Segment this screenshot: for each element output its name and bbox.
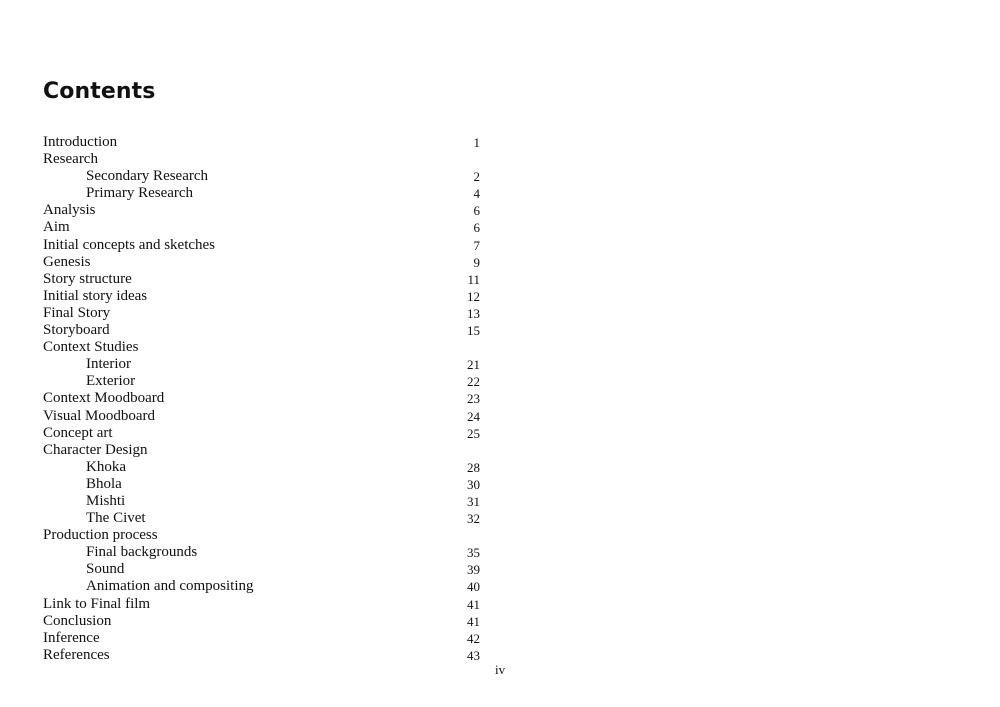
toc-entry-page: 4	[473, 186, 480, 202]
toc-entry-label: Context Moodboard	[43, 390, 165, 407]
toc-entry-label: Link to Final film	[43, 595, 151, 612]
toc-entry-page: 2	[473, 169, 480, 185]
toc-entry-label: Sound	[86, 561, 125, 578]
toc-entry-label: Exterior	[86, 373, 136, 390]
toc-entry-label: Khoka	[86, 458, 126, 475]
toc-entry-label: Final Story	[43, 304, 111, 321]
toc-entry-page: 39	[467, 562, 480, 578]
toc-entry	[43, 613, 480, 630]
toc-entry-label: Final backgrounds	[86, 544, 198, 561]
toc-entry	[43, 219, 480, 236]
toc-entry-page: 9	[473, 254, 480, 270]
toc-entry-page: 13	[467, 305, 480, 321]
toc-entry-label: Introduction	[43, 134, 118, 150]
toc-entry-label: Concept art	[43, 424, 113, 441]
toc-entry-label: Story structure	[43, 270, 132, 287]
toc-entry	[43, 322, 480, 339]
toc-entry-label: Aim	[43, 219, 70, 236]
toc-entry-page: 12	[467, 288, 480, 304]
toc-subentry	[43, 356, 480, 373]
toc-subentry	[43, 459, 480, 476]
toc-entry-label: Visual Moodboard	[43, 407, 156, 424]
toc-entry	[43, 151, 480, 168]
toc-subentry	[43, 544, 480, 561]
toc-entry-page: 23	[467, 391, 480, 407]
toc-entry-page: 30	[467, 476, 480, 492]
toc-subentry	[43, 510, 480, 527]
toc-entry-label: Inference	[43, 629, 100, 646]
toc-entry-page: 6	[473, 203, 480, 219]
page-title: Contents	[43, 79, 156, 104]
toc-entry	[43, 442, 480, 459]
toc-entry	[43, 408, 480, 425]
toc-subentry	[43, 168, 480, 185]
toc-entry-page: 25	[467, 425, 480, 441]
toc-entry-page: 41	[467, 596, 480, 612]
toc-entry	[43, 425, 480, 442]
toc-entry-label: Mishti	[86, 492, 126, 509]
toc-entry-page: 21	[467, 357, 480, 373]
toc-entry-page: 6	[473, 220, 480, 236]
toc-entry-label: Initial story ideas	[43, 287, 148, 304]
toc-subentry	[43, 185, 480, 202]
toc-entry-page: 35	[467, 545, 480, 561]
toc-subentry	[43, 493, 480, 510]
toc-entry-label: Initial concepts and sketches	[43, 236, 216, 253]
toc-entry	[43, 134, 480, 151]
toc-entry-page: 42	[467, 630, 480, 646]
toc-entry	[43, 202, 480, 219]
toc-entry-page: 11	[467, 271, 480, 287]
toc-entry-label: Character Design	[43, 441, 148, 458]
toc-subentry	[43, 373, 480, 390]
toc-entry	[43, 254, 480, 271]
toc-entry-page: 7	[473, 237, 480, 253]
toc-entry	[43, 339, 480, 356]
toc-entry-label: Research	[43, 151, 98, 168]
toc-subentry	[43, 578, 480, 595]
toc-entry	[43, 237, 480, 254]
toc-entry-label: The Civet	[86, 510, 146, 527]
toc-entry-page: 1	[473, 135, 480, 150]
toc-entry-label: Analysis	[43, 202, 96, 219]
toc-entry-page: 32	[467, 511, 480, 527]
toc-entry-label: Animation and compositing	[86, 578, 254, 595]
toc-entry	[43, 271, 480, 288]
toc-entry	[43, 527, 480, 544]
toc-entry-label: Context Studies	[43, 339, 139, 356]
toc-entry	[43, 305, 480, 322]
toc-entry	[43, 390, 480, 407]
toc-entry-page: 28	[467, 459, 480, 475]
toc-entry-label: Interior	[86, 356, 131, 373]
toc-entry-label: Secondary Research	[86, 168, 209, 185]
toc-entry	[43, 596, 480, 613]
table-of-contents	[43, 134, 480, 664]
toc-entry	[43, 647, 480, 664]
toc-entry-page: 24	[467, 408, 480, 424]
toc-entry-label: References	[43, 646, 110, 663]
toc-entry-label: Conclusion	[43, 612, 112, 629]
toc-entry-page: 15	[467, 323, 480, 339]
toc-entry-label: Bhola	[86, 475, 122, 492]
toc-entry-page: 43	[467, 647, 480, 663]
toc-entry-page: 41	[467, 613, 480, 629]
toc-entry	[43, 630, 480, 647]
toc-entry-page: 31	[467, 493, 480, 509]
toc-subentry	[43, 561, 480, 578]
toc-entry-label: Production process	[43, 527, 158, 544]
toc-entry	[43, 288, 480, 305]
toc-entry-label: Primary Research	[86, 185, 194, 202]
page-number: iv	[495, 662, 506, 677]
toc-subentry	[43, 476, 480, 493]
toc-entry-page: 40	[467, 579, 480, 595]
toc-entry-label: Storyboard	[43, 322, 110, 339]
toc-entry-page: 22	[467, 374, 480, 390]
toc-entry-label: Genesis	[43, 253, 91, 270]
